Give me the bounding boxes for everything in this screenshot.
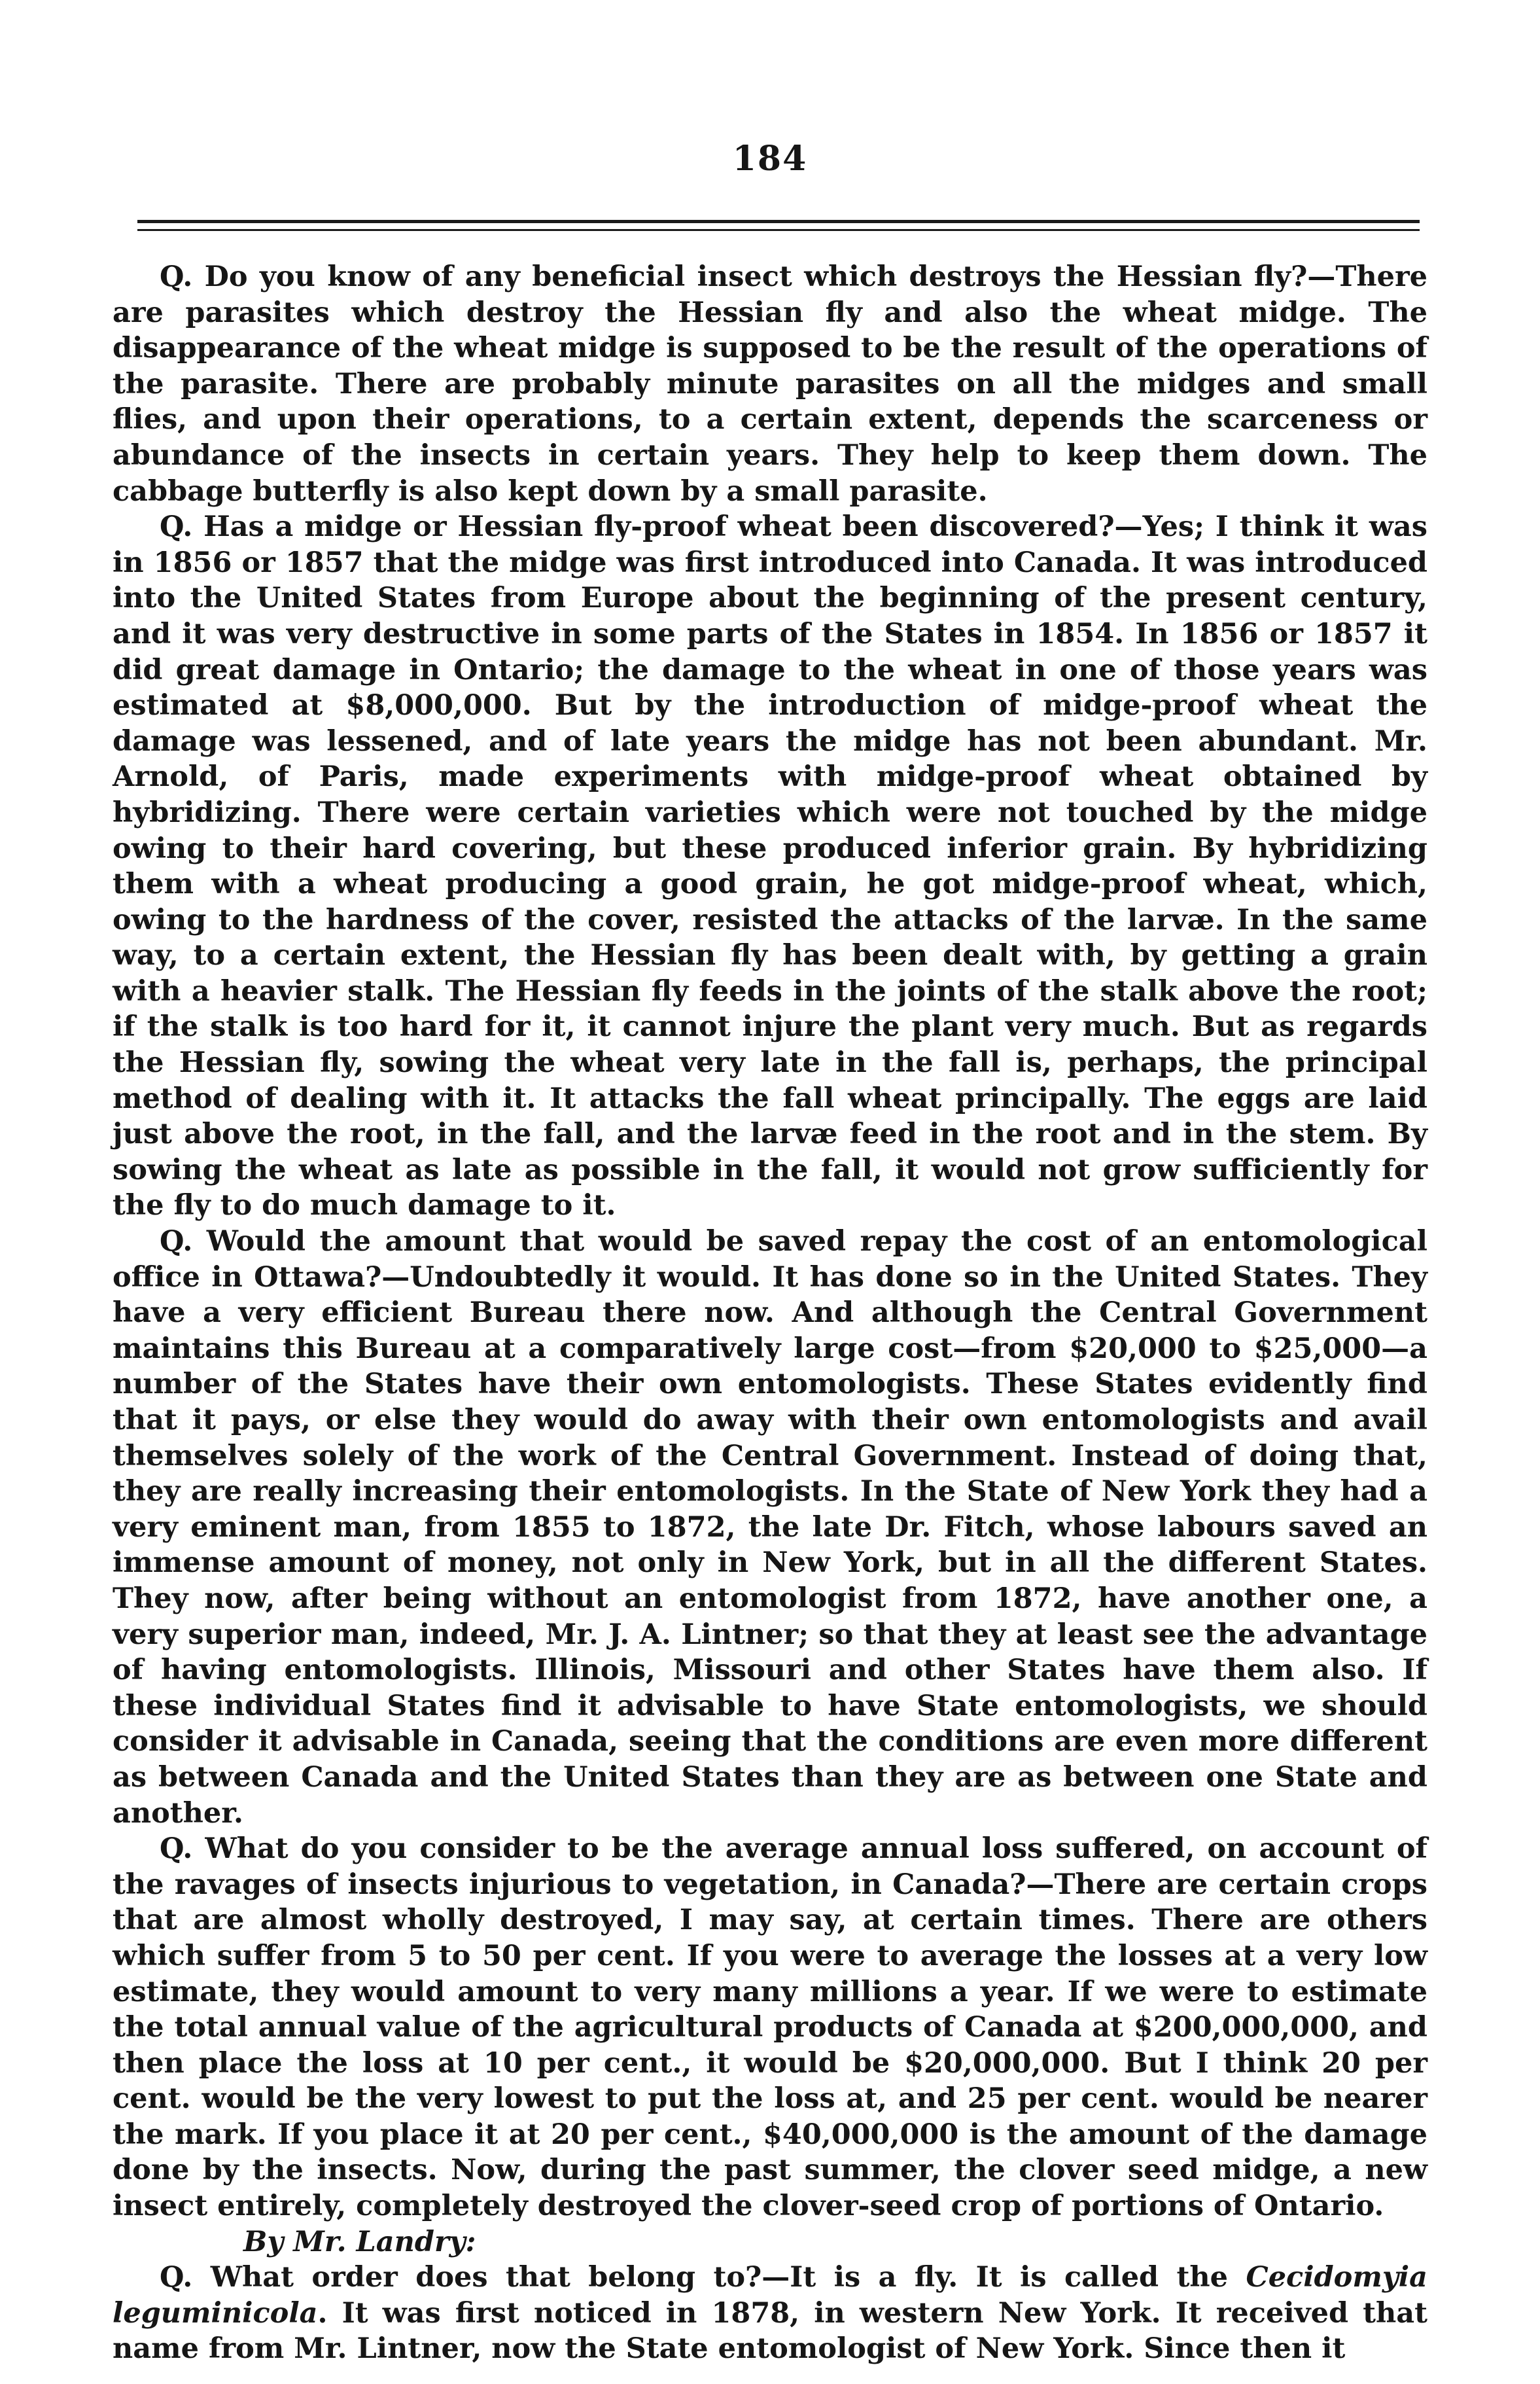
- paragraph-hessian-fly-parasites: Q. Do you know of any beneficial insect which destroys the Hessian fly?—There are parasites which destroy the Hessian fly and also the wheat midge. The disappearance of the wheat midge is supposed to be the result of the operations of the parasite. There are probably minute parasites on all the midges and small flies, and upon their operations, to a certain extent, depends the scarceness or abundance of the insects in certain years. They help to keep them down. The cabbage butterfly is also kept down by a small parasite.: [113, 260, 1427, 508]
- body-text: [113, 259, 1427, 2367]
- speaker-attribution: By Mr. Landry:: [243, 2225, 476, 2258]
- page-number: 184: [732, 139, 808, 179]
- paragraph-entomological-office: Q. Would the amount that would be saved repay the cost of an entomological office in Ottawa?—Undoubtedly it would. It has done so in the United States. They have a very efficient Bureau there now. And although the Central Government maintains this Bureau at a comparatively large cost—from $20,000 to $25,000—a number of the States have their own entomologists. These States evidently find that it pays, or else they would do away with their own entomologists and avail themselves solely of the work of the Central Government. Instead of doing that, they are really increasing their entomologists. In the State of New York they had a very eminent man, from 1855 to 1872, the late Dr. Fitch, whose labours saved an immense amount of money, not only in New York, but in all the different States. They now, after being without an entomologist from 1872, have another one, a very superior man, indeed, Mr. J. A. Lintner; so that they at least see the advantage of having entomologists. Illinois, Missouri and other States have them also. If these individual States find it advisable to have State entomologists, we should consider it advisable in Canada, seeing that the conditions are even more different as between Canada and the United States than they are as between one State and another.: [113, 1225, 1427, 1830]
- header-rule-thin: [137, 229, 1420, 231]
- paragraph-annual-loss: Q. What do you consider to be the average annual loss suffered, on account of the ravages of insects injurious to vegetation, in Canada?—There are certain crops that are almost wholly destroyed, I may say, at certain times. There are others which suffer from 5 to 50 per cent. If you were to average the losses at a very low estimate, they would amount to very many millions a year. If we were to estimate the total annual value of the agricultural products of Canada at $200,000,000, and then place the loss at 10 per cent., it would be $20,000,000. But I think 20 per cent. would be the very lowest to put the loss at, and 25 per cent. would be nearer the mark. If you place it at 20 per cent., $40,000,000 is the amount of the damage done by the insects. Now, during the past summer, the clover seed midge, a new insect entirely, completely destroyed the clover-seed crop of portions of Ontario.: [113, 1832, 1427, 2223]
- paragraph-cecidomyia-end: . It was first noticed in 1878, in western New York. It received that name from Mr. Lintner, now the State entomologist of New York. Since then it: [113, 2296, 1427, 2366]
- latin-species-name: Cecidomyia leguminicola: [113, 2261, 1427, 2330]
- paragraph-midge-proof-wheat: Q. Has a midge or Hessian fly-proof wheat been discovered?—Yes; I think it was in 1856 or 1857 that the midge was first introduced into Canada. It was introduced into the United States from Europe about the beginning of the present century, and it was very destructive in some parts of the States in 1854. In 1856 or 1857 it did great damage in Ontario; the damage to the wheat in one of those years was estimated at $8,000,000. But by the introduction of midge-proof wheat the damage was lessened, and of late years the midge has not been abundant. Mr. Arnold, of Paris, made experiments with midge-proof wheat obtained by hybridizing. There were certain varieties which were not touched by the midge owing to their hard covering, but these produced inferior grain. By hybridizing them with a wheat producing a good grain, he got midge-proof wheat, which, owing to the hardness of the cover, resisted the attacks of the larvæ. In the same way, to a certain extent, the Hessian fly has been dealt with, by getting a grain with a heavier stalk. The Hessian fly feeds in the joints of the stalk above the root; if the stalk is too hard for it, it cannot injure the plant very much. But as regards the Hessian fly, sowing the wheat very late in the fall is, perhaps, the principal method of dealing with it. It attacks the fall wheat principally. The eggs are laid just above the root, in the fall, and the larvæ feed in the root and in the stem. By sowing the wheat as late as possible in the fall, it would not grow sufficiently for the fly to do much damage to it.: [113, 510, 1427, 1222]
- paragraph-cecidomyia: [113, 2260, 1427, 2367]
- header-rule-thick: [137, 220, 1420, 223]
- paragraph-cecidomyia-start: Q. What order does that belong to?—It is a fly. It is called the: [160, 2261, 1246, 2294]
